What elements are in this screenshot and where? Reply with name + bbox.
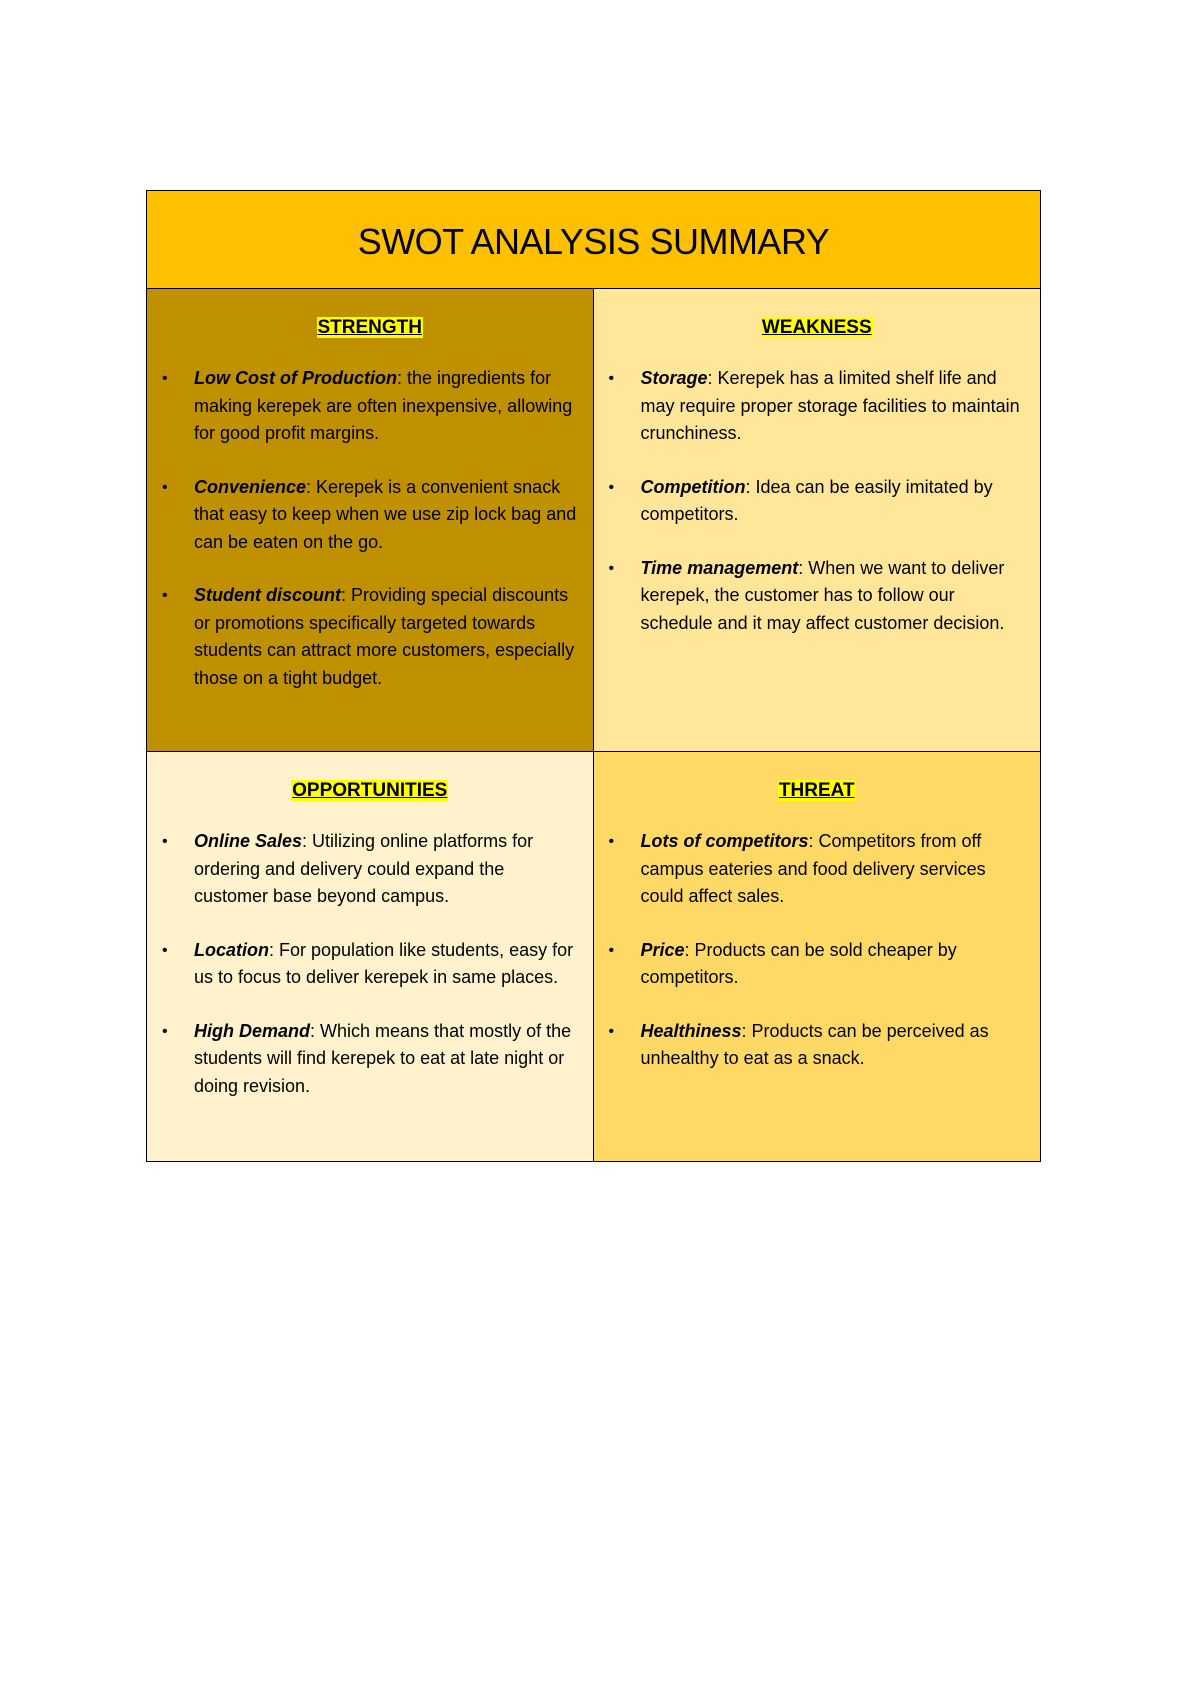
opportunities-heading-text: OPPORTUNITIES (292, 780, 448, 801)
threat-cell (594, 752, 1041, 1161)
item-term: Convenience (194, 476, 307, 497)
list-item (157, 828, 583, 911)
item-term: Low Cost of Production (194, 368, 397, 388)
swot-row-top (147, 289, 1040, 752)
item-term: Online Sales (194, 831, 303, 851)
bullet-icon: • (162, 1022, 168, 1040)
swot-table (146, 190, 1041, 1162)
list-item (604, 937, 1031, 992)
bullet-icon: • (608, 478, 615, 496)
opportunities-cell (147, 752, 594, 1161)
list-item (157, 1018, 583, 1101)
item-term: Lots of competitors (640, 831, 809, 851)
threat-list (604, 828, 1031, 1073)
bullet-icon: • (608, 370, 615, 387)
strength-heading (157, 317, 583, 339)
strength-heading-text: STRENGTH (317, 317, 422, 338)
item-text: : For population like students, easy for us to focus to deliver kerepek in same places. (194, 939, 574, 987)
bullet-icon: • (162, 370, 168, 387)
list-item (604, 1018, 1031, 1073)
weakness-heading (604, 317, 1031, 339)
item-text: : Providing special discounts or promotions specifically targeted towards students can attract more customers, especially those on a tight budget. (194, 585, 575, 688)
item-text: : Kerepek is a convenient snack that easy to keep when we use zip lock bag and can be eaten on the go. (194, 476, 577, 552)
bullet-icon: • (608, 833, 615, 850)
bullet-icon: • (608, 941, 615, 959)
list-item (604, 555, 1031, 638)
item-term: Price (640, 939, 685, 960)
list-item (604, 828, 1031, 911)
bullet-icon: • (162, 478, 168, 496)
list-item (157, 582, 583, 692)
item-text: : Kerepek has a limited shelf life and may require proper storage facilities to maintain crunchiness. (640, 368, 1020, 443)
bullet-icon: • (162, 833, 168, 850)
swot-row-bottom (147, 752, 1040, 1161)
bullet-icon: • (162, 941, 168, 959)
threat-heading (604, 780, 1031, 802)
item-term: Time management (640, 557, 799, 578)
list-item (604, 365, 1031, 448)
strength-cell (147, 289, 594, 751)
opportunities-heading (157, 780, 583, 802)
weakness-cell (594, 289, 1041, 751)
item-text: : When we want to deliver kerepek, the customer has to follow our schedule and it may affect customer decision. (640, 557, 1005, 633)
list-item (157, 937, 583, 992)
item-text: : Which means that mostly of the students will find kerepek to eat at late night or doing revision. (194, 1020, 572, 1096)
list-item (157, 474, 583, 557)
bullet-icon: • (608, 1022, 615, 1040)
page-title: SWOT ANALYSIS SUMMARY (357, 220, 830, 262)
weakness-list (604, 365, 1031, 637)
item-term: Healthiness (640, 1020, 742, 1041)
item-text: : Products can be perceived as unhealthy to eat as a snack. (640, 1020, 989, 1068)
strength-list (157, 365, 583, 692)
weakness-heading-text: WEAKNESS (761, 317, 872, 338)
item-term: Storage (640, 368, 708, 388)
bullet-icon: • (608, 559, 615, 577)
item-term: High Demand (194, 1020, 311, 1041)
title-row (147, 191, 1040, 289)
list-item (157, 365, 583, 448)
item-text: : the ingredients for making kerepek are often inexpensive, allowing for good profit margins. (194, 368, 573, 443)
item-term: Student discount (194, 585, 341, 605)
item-text: : Idea can be easily imitated by competitors. (640, 476, 993, 524)
item-text: : Competitors from off campus eateries and food delivery services could affect sales. (640, 831, 986, 906)
bullet-icon: • (162, 587, 168, 604)
item-term: Competition (640, 476, 746, 497)
threat-heading-text: THREAT (778, 780, 855, 801)
item-text: : Utilizing online platforms for ordering and delivery could expand the customer base beyond campus. (194, 831, 534, 906)
opportunities-list (157, 828, 583, 1100)
item-text: : Products can be sold cheaper by competitors. (640, 939, 957, 987)
item-term: Location (194, 939, 269, 960)
list-item (604, 474, 1031, 529)
